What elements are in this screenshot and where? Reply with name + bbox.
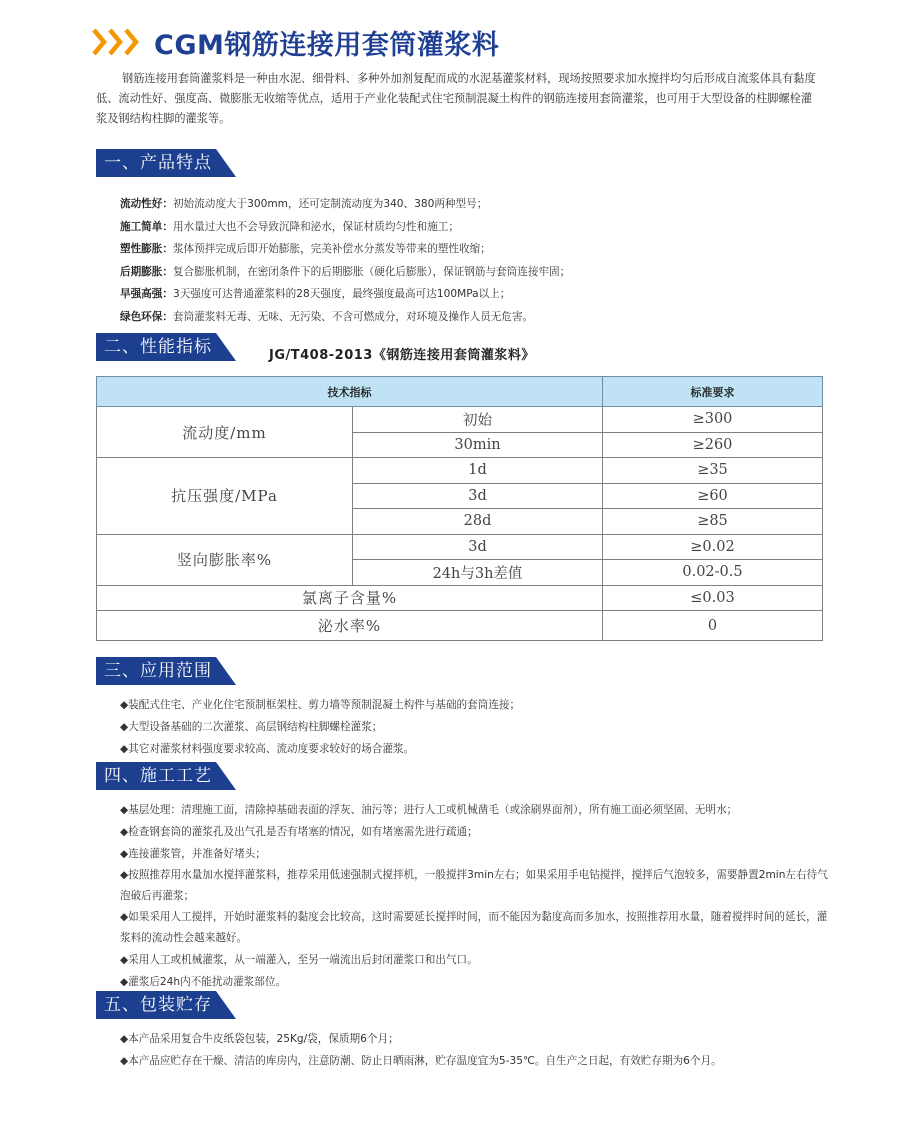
cond-cell: 3d bbox=[353, 534, 603, 560]
list-item: ◆按照推荐用水量加水搅拌灌浆料，推荐采用低速强制式搅拌机，一般搅拌3min左右；如果采用手电钻搅拌，搅拌后气泡较多，需要静置2min左右待气泡破后再灌浆； bbox=[120, 869, 828, 902]
cond-cell: 28d bbox=[353, 509, 603, 535]
feature-value: 复合膨胀机制，在密闭条件下的后期膨胀（硬化后膨胀），保证钢筋与套筒连接牢固； bbox=[172, 265, 571, 278]
feature-key: 绿色环保： bbox=[120, 310, 173, 323]
feature-value: 初始流动度大于300mm，还可定制流动度为340、380两种型号； bbox=[172, 198, 488, 210]
feature-item bbox=[120, 283, 840, 306]
feature-item bbox=[120, 306, 840, 329]
prop-cell: 竖向膨胀率% bbox=[97, 534, 353, 585]
intro-paragraph bbox=[96, 69, 820, 129]
table-row bbox=[97, 407, 823, 433]
req-cell: 0 bbox=[603, 611, 823, 641]
section-label: 三、应用范围 bbox=[104, 661, 212, 681]
table-row bbox=[97, 585, 823, 611]
section-bar-application bbox=[96, 657, 236, 685]
list-item: ◆本产品应贮存在干燥、清洁的库房内，注意防潮、防止日晒雨淋，贮存温度宜为5-35℃。自生产之日起，有效贮存期为6个月。 bbox=[120, 1055, 722, 1067]
list-item: ◆检查钢套筒的灌浆孔及出气孔是否有堵塞的情况，如有堵塞需先进行疏通； bbox=[120, 826, 478, 838]
construction-list bbox=[120, 799, 828, 993]
list-item: ◆装配式住宅、产业化住宅预制框架柱、剪力墙等预制混凝土构件与基础的套筒连接； bbox=[120, 699, 521, 711]
req-cell: ≥85 bbox=[603, 509, 823, 535]
intro-text: 钢筋连接用套筒灌浆料是一种由水泥、细骨料、多种外加剂复配而成的水泥基灌浆材料，现场按照要求加水搅拌均匀后形成自流浆体具有黏度低、流动性好、强度高、微膨胀无收缩等优点，适用于产业化装配式住宅预制混凝土构件的钢筋连接用套筒灌浆，也可用于大型设备的柱脚螺栓灌浆及钢结构柱脚的灌浆等。 bbox=[96, 72, 816, 125]
cond-cell: 初始 bbox=[353, 407, 603, 433]
feature-item bbox=[120, 193, 840, 216]
req-cell: 0.02-0.5 bbox=[603, 560, 823, 586]
section-label: 一、产品特点 bbox=[104, 153, 212, 173]
feature-list bbox=[120, 193, 840, 328]
standard-title: JG/T408-2013《钢筋连接用套筒灌浆料》 bbox=[269, 348, 535, 363]
table-header-row bbox=[97, 377, 823, 407]
cond-cell: 24h与3h差值 bbox=[353, 560, 603, 586]
list-item: ◆连接灌浆管，并准备好堵头； bbox=[120, 848, 266, 860]
feature-key: 流动性好： bbox=[120, 198, 173, 210]
feature-item bbox=[120, 238, 840, 261]
req-cell: ≥0.02 bbox=[603, 534, 823, 560]
table-row bbox=[97, 611, 823, 641]
feature-value: 3天强度可达普通灌浆料的28天强度，最终强度最高可达100MPa以上； bbox=[172, 288, 511, 300]
page-title: CGM钢筋连接用套筒灌浆料 bbox=[154, 29, 500, 61]
section-bar-packaging bbox=[96, 991, 236, 1019]
section-bar-features bbox=[96, 149, 236, 177]
section-label: 五、包装贮存 bbox=[104, 995, 212, 1015]
section-label: 四、施工工艺 bbox=[104, 766, 212, 786]
chevrons-icon bbox=[92, 27, 150, 57]
list-item: ◆如果采用人工搅拌，开始时灌浆料的黏度会比较高，这时需要延长搅拌时间，而不能因为黏度高而多加水，按照推荐用水量，随着搅拌时间的延长，灌浆料的流动性会越来越好。 bbox=[120, 911, 828, 944]
table-row bbox=[97, 534, 823, 560]
header bbox=[92, 22, 499, 62]
feature-value: 浆体预拌完成后即开始膨胀，完美补偿水分蒸发等带来的塑性收缩； bbox=[172, 243, 491, 255]
prop-cell: 氯离子含量% bbox=[97, 585, 603, 611]
section-bar-construction bbox=[96, 762, 236, 790]
feature-key: 塑性膨胀： bbox=[120, 243, 173, 255]
cond-cell: 1d bbox=[353, 458, 603, 484]
feature-key: 后期膨胀： bbox=[120, 265, 173, 278]
prop-cell: 抗压强度/MPa bbox=[97, 458, 353, 535]
cond-cell: 30min bbox=[353, 432, 603, 458]
prop-cell: 流动度/mm bbox=[97, 407, 353, 458]
req-cell: ≥300 bbox=[603, 407, 823, 433]
feature-key: 施工简单： bbox=[120, 220, 173, 233]
section-label: 二、性能指标 bbox=[104, 337, 212, 357]
list-item: ◆灌浆后24h内不能扰动灌浆部位。 bbox=[120, 976, 287, 988]
list-item: ◆本产品采用复合牛皮纸袋包装，25Kg/袋，保质期6个月； bbox=[120, 1033, 399, 1045]
feature-value: 用水量过大也不会导致沉降和泌水，保证材质均匀性和施工； bbox=[172, 220, 459, 233]
req-cell: ≥60 bbox=[603, 483, 823, 509]
list-item: ◆采用人工或机械灌浆，从一端灌入，至另一端流出后封闭灌浆口和出气口。 bbox=[120, 954, 478, 966]
prop-cell: 泌水率% bbox=[97, 611, 603, 641]
list-item: ◆大型设备基础的二次灌浆、高层钢结构柱脚螺栓灌浆； bbox=[120, 721, 383, 733]
cond-cell: 3d bbox=[353, 483, 603, 509]
list-item: ◆其它对灌浆材料强度要求较高、流动度要求较好的场合灌浆。 bbox=[120, 743, 415, 755]
feature-key: 早强高强： bbox=[120, 288, 173, 300]
feature-item bbox=[120, 261, 840, 284]
application-list bbox=[120, 694, 828, 760]
req-cell: ≥260 bbox=[603, 432, 823, 458]
feature-item bbox=[120, 216, 840, 239]
packaging-list bbox=[120, 1028, 828, 1072]
list-item: ◆基层处理：清理施工面，清除掉基础表面的浮灰、油污等；进行人工或机械凿毛（或涂刷界面剂），所有施工面必须坚固、无明水； bbox=[120, 804, 738, 816]
section-bar-performance bbox=[96, 333, 236, 361]
header-cell: 技术指标 bbox=[97, 377, 603, 407]
header-cell: 标准要求 bbox=[603, 377, 823, 407]
feature-value: 套筒灌浆料无毒、无味、无污染、不含可燃成分，对环境及操作人员无危害。 bbox=[172, 310, 534, 323]
table-row bbox=[97, 458, 823, 484]
req-cell: ≥35 bbox=[603, 458, 823, 484]
req-cell: ≤0.03 bbox=[603, 585, 823, 611]
spec-table bbox=[96, 376, 823, 641]
